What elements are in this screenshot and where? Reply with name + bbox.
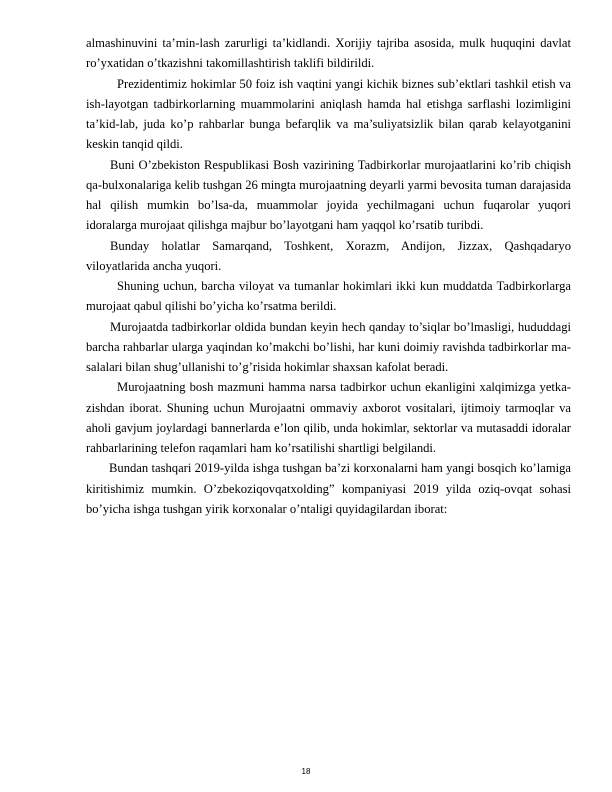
paragraph-korsatma: Shuning uchun, barcha viloyat va tumanlar hokimlari ikki kun muddatda Tadbirkorlarga murojaat qabul qilishi bo’yicha ko’rsatma berildi. xyxy=(86,279,571,314)
body-text xyxy=(86,33,571,519)
paragraph-bosh-vazir-murojaatlar: Buni O’zbekiston Respublikasi Bosh vazirining Tadbirkorlar murojaatlarini ko’rib chiqish qa-bulxonalariga kelib tushgan 26 mingta murojaatning deyarli yarmi bevosita tuman darajasida hal qilish mumkin bo’lsa-da, muammolar joyida yechilmagani uchun fuqarolar yuqori idoralarga murojaat qilishga majbur bo’layotgani ham yaqqol ko’rsatib turibdi. xyxy=(86,157,571,233)
page-number: 18 xyxy=(301,767,311,776)
paragraph-continuation: almashinuvini ta’min-lash zarurligi ta’kidlandi. Xorijiy tajriba asosida, mulk huquqini davlat ro’yxatidan o’tkazishni takomillashtirish taklifi bildirildi. xyxy=(86,36,571,71)
paragraph-viloyatlar: Bunday holatlar Samarqand, Toshkent, Xorazm, Andijon, Jizzax, Qashqadaryo viloyatlarida ancha yuqori. xyxy=(86,238,571,273)
paragraph-president-hokimlar: Prezidentimiz hokimlar 50 foiz ish vaqtini yangi kichik biznes sub’ektlari tashkil etish va ish-layotgan tadbirkorlarning muammolarini aniqlash hamda hal etishga sarflashi lozimligini ta’kid-lab, juda ko’p rahbarlar bunga befarqlik va ma’suliyatsizlik bilan qarab kelayotganini keskin tanqid qildi. xyxy=(86,76,571,152)
paragraph-korxonalar: Bundan tashqari 2019-yilda ishga tushgan ba’zi korxonalarni ham yangi bosqich ko’lamiga kiritishimiz mumkin. O’zbekoziqovqatxolding” kompaniyasi 2019 yilda oziq-ovqat sohasi bo’yicha ishga tushgan yirik korxonalar o’ntaligi quyidagilardan iborat: xyxy=(86,461,571,516)
paragraph-murojaat-mazmuni: Murojaatning bosh mazmuni hamma narsa tadbirkor uchun ekanligini xalqimizga yetka-zishdan iborat. Shuning uchun Murojaatni ommaviy axborot vositalari, ijtimoiy tarmoqlar va aholi gavjum joylardagi bannerlarda e’lon qilib, unda hokimlar, sektorlar va mutasaddi idoralar rahbarlarining telefon raqamlari ham ko’rsatilishi shartligi belgilandi. xyxy=(86,380,571,455)
paragraph-kafolat: Murojaatda tadbirkorlar oldida bundan keyin hech qanday to’siqlar bo’lmasligi, hududdagi barcha rahbarlar ularga yaqindan ko’makchi bo’lishi, har kuni doimiy ravishda tadbirkorlar ma-salalari bilan shug’ullanishi to’g’risida hokimlar shaxsan kafolat beradi. xyxy=(86,319,571,374)
